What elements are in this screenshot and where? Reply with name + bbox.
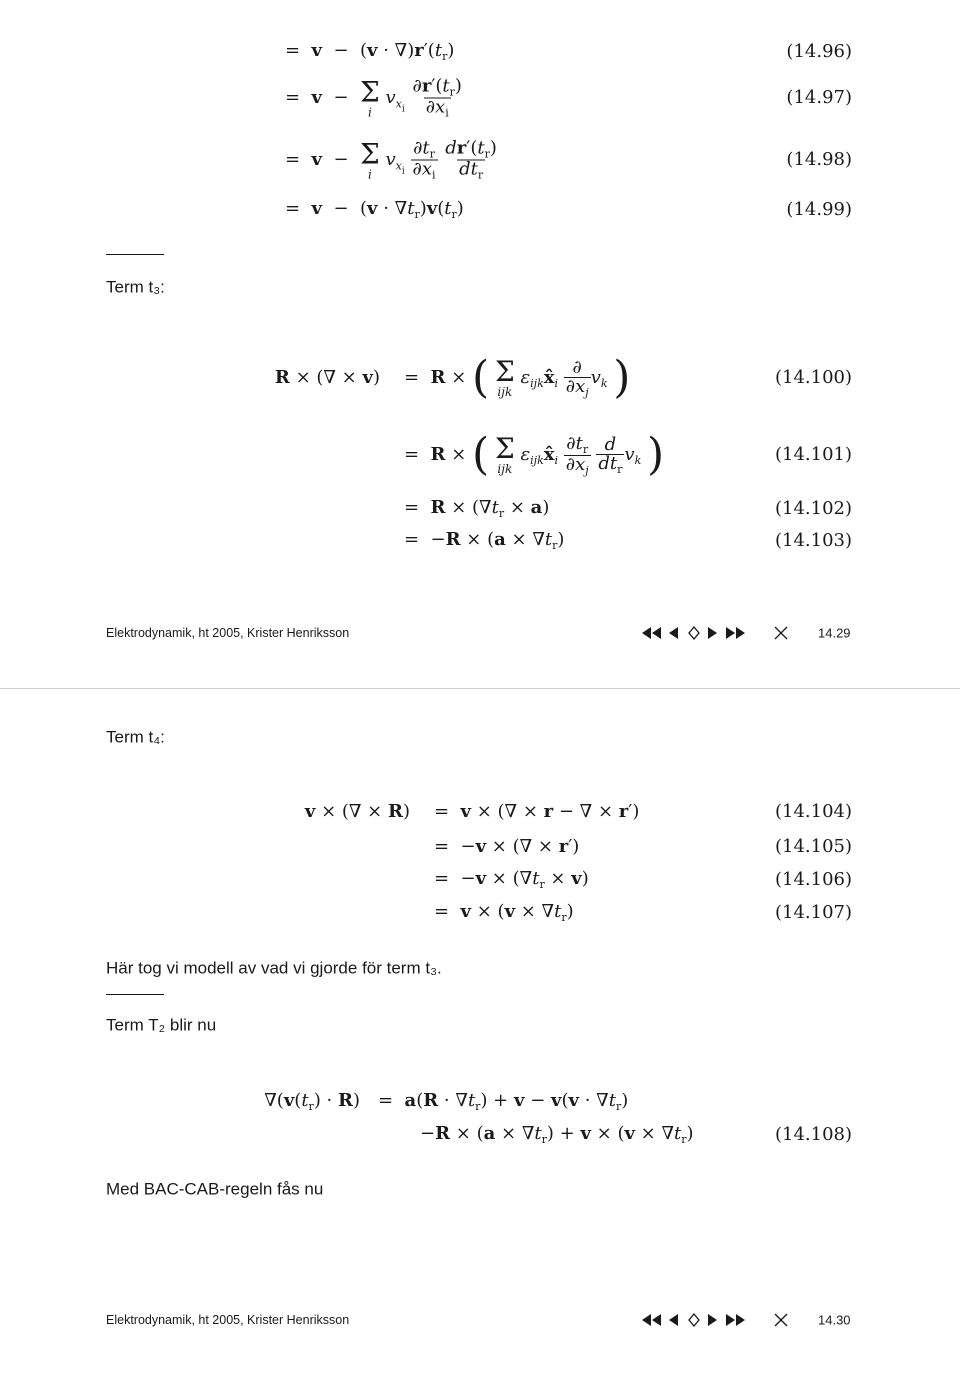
nav-first-icon[interactable] bbox=[642, 1314, 661, 1326]
separator-rule bbox=[106, 994, 164, 995]
equation-14-103: = $-R \times (a \times \nabla t_r)$ bbox=[404, 529, 565, 552]
footer-text: Elektrodynamik, ht 2005, Krister Henriksson bbox=[106, 625, 350, 640]
navigation-controls bbox=[642, 1311, 792, 1329]
equation-number: (14.107) bbox=[774, 902, 852, 923]
equation-14-99: = $v - (v \cdot \nabla t_r)v(t_r)$ bbox=[285, 198, 464, 221]
equation-14-105: = −v × (∇ × r′) bbox=[434, 836, 580, 857]
equation-number: (14.96) bbox=[786, 41, 852, 62]
nav-next-icon[interactable] bbox=[708, 627, 717, 639]
nav-last-icon[interactable] bbox=[726, 627, 745, 639]
note-text: Här tog vi modell av vad vi gjorde för term t₃. bbox=[106, 958, 442, 978]
bac-cab-label: Med BAC-CAB-regeln fås nu bbox=[106, 1179, 324, 1199]
separator-rule bbox=[106, 254, 164, 255]
nav-first-icon[interactable] bbox=[642, 627, 661, 639]
equation-number: (14.101) bbox=[774, 444, 852, 465]
equation-14-104: = v × (∇ × r − ∇ × r′) bbox=[434, 801, 640, 822]
equation-number: (14.100) bbox=[774, 367, 852, 388]
nav-last-icon[interactable] bbox=[726, 1314, 745, 1326]
page-number: 14.29 bbox=[818, 625, 851, 641]
equation-14-107: = $v \times (v \times \nabla t_r)$ bbox=[434, 901, 574, 924]
page-divider bbox=[0, 688, 960, 689]
equation-14-96: = $v - (v \cdot \nabla)r'(t_r)$ bbox=[285, 40, 455, 63]
equation-14-102: = $R \times (\nabla t_r \times a)$ bbox=[404, 497, 550, 520]
equation-number: (14.104) bbox=[774, 801, 852, 822]
equation-14-108-line2: $-R \times (a \times \nabla t_r) + v \times (v \times \nabla t_r)$ bbox=[420, 1123, 694, 1146]
page-number: 14.30 bbox=[818, 1312, 851, 1328]
nav-prev-icon[interactable] bbox=[669, 627, 678, 639]
term-T2-label: Term T₂ blir nu bbox=[106, 1015, 217, 1035]
equation-lhs: $\nabla(v(t_r) \cdot R)$ bbox=[264, 1090, 360, 1113]
equation-14-106: = $-v \times (\nabla t_r \times v)$ bbox=[434, 868, 589, 891]
nav-diamond-icon[interactable] bbox=[689, 627, 699, 639]
close-icon[interactable] bbox=[775, 627, 787, 639]
equation-14-98: = v − Σ i $v_{x_i}$ $\frac{\partial t_r}{\partial x_i}$ $\frac{dr'(t_r)}{dt_r}$ bbox=[285, 137, 497, 182]
equation-number: (14.105) bbox=[774, 836, 852, 857]
nav-diamond-icon[interactable] bbox=[689, 1314, 699, 1326]
equation-14-101: = R × ( Σ ijk $\varepsilon_{ijk}x̂_i$ $\frac{\partial t_r}{\partial x_j}$ $\frac{d}{dt_r}$ $v_k$ ) bbox=[404, 429, 665, 480]
equation-14-108-line1: = $a(R \cdot \nabla t_r) + v - v(v \cdot \nabla t_r)$ bbox=[378, 1090, 629, 1113]
footer-text: Elektrodynamik, ht 2005, Krister Henriksson bbox=[106, 1312, 350, 1327]
equation-number: (14.98) bbox=[786, 149, 852, 170]
equation-lhs: R × (∇ × v) bbox=[274, 367, 380, 388]
nav-next-icon[interactable] bbox=[708, 1314, 717, 1326]
equation-lhs: v × (∇ × R) bbox=[304, 801, 410, 822]
equation-number: (14.108) bbox=[774, 1124, 852, 1145]
equation-number: (14.103) bbox=[774, 530, 852, 551]
term-t4-label: Term t₄: bbox=[106, 727, 165, 747]
equation-number: (14.106) bbox=[774, 869, 852, 890]
term-t3-label: Term t₃: bbox=[106, 277, 165, 297]
equation-14-97: = v − Σ i $v_{x_i}$ $\frac{\partial r'(t_r)}{\partial x_i}$ bbox=[285, 75, 462, 120]
equation-14-100: = R × ( Σ ijk $\varepsilon_{ijk}x̂_i$ $\frac{\partial}{\partial x_j}$ $v_k$ ) bbox=[404, 352, 631, 403]
equation-number: (14.97) bbox=[786, 87, 852, 108]
close-icon[interactable] bbox=[775, 1314, 787, 1326]
equation-number: (14.102) bbox=[774, 498, 852, 519]
equation-number: (14.99) bbox=[786, 199, 852, 220]
nav-prev-icon[interactable] bbox=[669, 1314, 678, 1326]
navigation-controls bbox=[642, 624, 792, 642]
